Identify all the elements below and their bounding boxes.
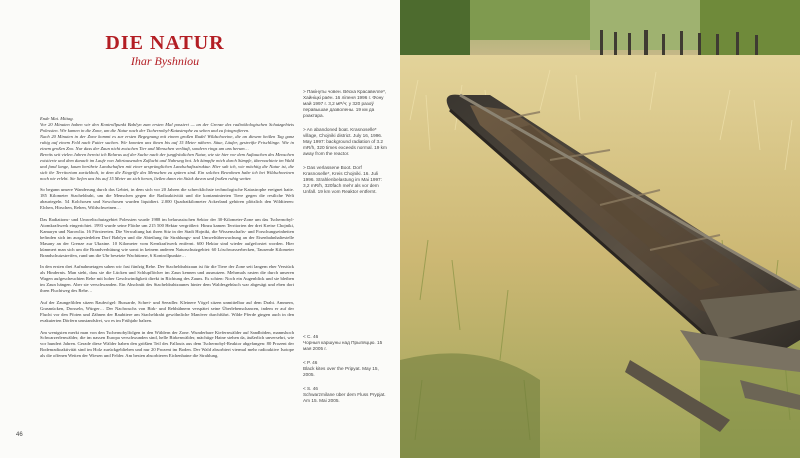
article-body	[40, 116, 294, 365]
caption-belarusian-p46: < C. 46 Чорныя каршуны над Прыпяццю. 15 мая 2005 г.	[303, 334, 383, 351]
boat-photograph	[400, 0, 800, 458]
photo-image	[400, 0, 800, 458]
caption-belarusian: > Пакінуты човен. Вёска Красавелле*, Хайніцкі раён. 16 ліпеня 1996 г. Фону май 1997 г. 3,2 мР/ч; у 320 разоў перавышае дазволены. 19 км да рэактара.	[303, 89, 387, 118]
article-paragraph: Das Radiations- und Umweltschutzgebiet Polessien wurde 1988 im belarussischen Sektor der 30-Kilometer-Zone um das Tschernobyl-Atomkraftwerk eingerichtet. 1993 wurde seine Fläche um 215 500 Hektar vergrößert: Hinzu kamen Territorien der drei Kreise Chojniki, Kamaryn und Narowlia. 16 Förstereien. Die Verwaltung hat ihren Sitz in der Stadt Hojniki, die Wissenschafts- und Forschungseinheiten befinden sich im ausgesiedelten Dorf Babčyn und die Abteilung für Strahlungs- und Umweltüberwachung an der Eisenbahnhaltestelle Masany an der Grenze zur Ukraine. 10 Kilometer vom Kernkraftwerk entfernt. 600 Hektar sind wieder aufgeforstet worden. Hier kümmert man sich um die Brandverhütung wie sonst in keinem anderen Naturschutzgebiet: 60 Löschwasserbecken, Tausende Kilometer Brandschutzstreifen, rund um die Uhr besetzte Wachtürme, 6 Kontrollpunkte…	[40, 216, 294, 258]
caption-german-p46: < S. 46 Schwarzmilane über dem Fluss Prypjat. Am 15. Mai 2005.	[303, 386, 386, 403]
photo-captions	[303, 89, 389, 203]
caption-english: > An abandoned boat. Krasnoselle* village, Chojniki district. July 16, 1996. May 1997: background radiation of 3.2 mR/h, 320 times exceeds normal. 19 km away from the reactor.	[303, 127, 387, 156]
article-paragraph: In den ersten drei Aufnahmetagen sahen wir fast fünfzig Rehe. Der Stacheldrahtzaun ist für die Tiere der Zone seit langem eher Verstück als Hindernis. Man sieht, dass sie die Lücken und Schlupflöcher im Zaun kennen und ausnutzen. Mehrmals rasten die durch unseren Wagen aufgescheuchten Rehe mit hoher Geschwindigkeit direkt in Richtung des Zauns. Es schien: Noch ein Augenblick und sie bleiben im Zaun hängen. Aber sie verschwanden. Ein Abschnitt des Stacheldrahtzaunes hinter dem Waldesgebüsch war abgesägt und eben dort ihren Fluchtweg des Rehe…	[40, 264, 294, 294]
article-paragraph: Am wenigsten merkt man von den Tschernobylfolgen in den Wäldern der Zone. Wunderbare Kiefernwälder auf Sandböden, mannshoch Schwarzerlenwälder, die im nassen Europa verschwunden sind, helle Birkenwälder, mächtige Haine stehen da, äußerlich unversehrt, wie vor hundert Jahren. Gerade diese Wälder haben den größten Teil des Fallouts aus dem Tschernobyl-Reaktor abgefangen: 80 Prozent der Bodenradioaktivität sind im Holz zurückgeblieben und nur 20 Prozent im Boden. Der Wald absorbiert viermal mehr radioaktive Isotope als die offenen Weiten der Wiesen und Felder. Am besten absorbieren Eichenhaine die Strahlung.	[40, 329, 294, 359]
article-paragraph: Ende Mai. Mittag. Vor 20 Minuten haben wir den Kontrollpunkt Babčyn zum ersten Mal passiert — an der Grenze des radioökologischen Schutzgebiets Polessien. Wir kamen in die Zone, um die Natur nach der Tschernobyl-Katastrophe zu sehen und zu fotografieren. Nach 20 Minuten in der Zone kommt es zur ersten Begegnung mit einem großen Rudel Wildschweine, die an diesem heißen Tag ganz ruhig auf einem Feld nach Futter suchen. Wir konnten uns ihnen bis auf 15 Meter nähern. Säue, Läufer, gestreifte Frischlinge. Wie in einem großen Zoo. Nur dass der Zaun nicht zwischen Tier und Menschen verläuft, sondern rings um uns herum… Bereits seit vielen Jahren bereist ich Belarus auf der Suche nach der jungfräulichen Natur, wie sie hier vor dem Auftauchen des Menschen existierte und dem danach im Laufe von Jahrtausenden Zuflucht und Nahrung bot. Ich kämpfte mich durch Sümpfe, übernachtete im Wald und fand lange, kaum berührte Landschaften mit einer ursprünglichen Landschaftsstruktur. Hier sah ich, wie mächtig die Natur ist, die sich ihr Territorium zurückholt, in dem die Eingriffe des Menschen zu spüren sind. Ein solches Bewohnen habe ich bei Wildschweinen noch nie erlebt. Sie liefen uns bis auf 15 Meter an sich heran, ließen dann ein Stück davon und fraßen ruhig weiter.	[40, 116, 294, 181]
caption-english-p46: < P. 46 Black kites over the Pripyat. May 15, 2005.	[303, 360, 379, 377]
chapter-title: DIE NATUR	[105, 32, 225, 54]
author-name: Ihar Byshniou	[130, 54, 200, 68]
facing-page-captions	[303, 334, 389, 412]
page-number: 46	[16, 432, 23, 438]
caption-german: > Das verlassene Boot. Dorf Krasnoselle*, Kreis Chojniki. 16. Juli 1996. Strahlenbelastung im Mai 1997: 3,2 mR/h, 320fach mehr als vor dem Unfall. 19 km vom Reaktor entfernt.	[303, 165, 382, 194]
article-paragraph: So begann unsere Wanderung durch das Gebiet, in dem sich vor 20 Jahren die schrecklichste technologische Katastrophe ereignet hatte. 185 Kilometer Stacheldraht, um die Menschen gegen die Radioaktivität und die kontaminierten Tiere gegen die restliche Welt abzuriegeln. 54 Kolchosen und Sowchosen wurden liquidiert. 2.000 Quadratkilometer Ackerland gehören plötzlich den Wildtieren: Elchen, Hirschen, Rehen, Wildschweinen…	[40, 187, 294, 211]
article-paragraph: Auf der Zaungefilden sitzen Raubvögel: Bussarde, Schrei- und Seeadler. Kleinere Vögel sitzen unmittelbar auf dem Draht. Ammern, Grasmücken, Drosseln, Würger… Der Nachwuchs von Birk- und Rebhühnern verspätet seine Überlebenschancen, indem er auf der Flucht vor den Pfoten und Zähnen der Raubtiere am Stacheldraht gewöhnliche Manöver durchführt. Wilde Pferde gingen auch in den evakuierten Dörfern umstandsfrei, wo es im Frühjahr balzen.	[40, 299, 294, 323]
